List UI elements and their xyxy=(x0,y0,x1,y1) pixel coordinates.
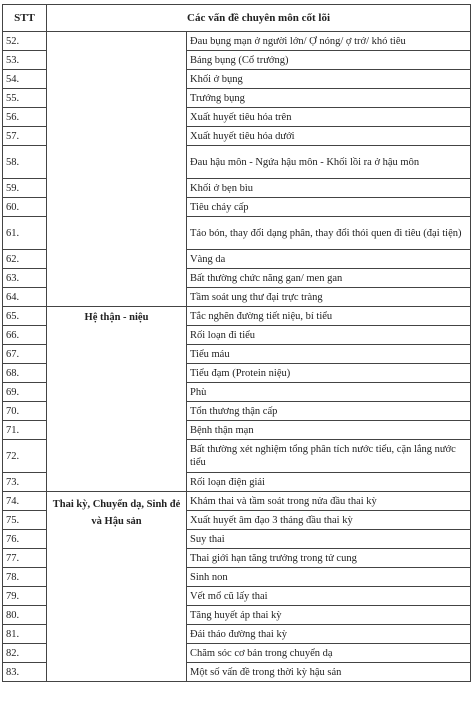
row-topic: Khối ở bụng xyxy=(187,70,471,89)
core-topics-table xyxy=(2,4,471,682)
row-topic: Đau hậu môn - Ngứa hậu môn - Khối lồi ra ở hậu môn xyxy=(187,146,471,179)
row-number: 68. xyxy=(3,364,47,383)
header-topic: Các vấn đề chuyên môn cốt lõi xyxy=(47,5,471,32)
group-cell-digestive xyxy=(47,32,187,307)
row-topic: Xuất huyết tiêu hóa dưới xyxy=(187,127,471,146)
row-topic: Xuất huyết tiêu hóa trên xyxy=(187,108,471,127)
table-row xyxy=(3,492,471,511)
row-number: 81. xyxy=(3,625,47,644)
row-topic: Bất thường chức năng gan/ men gan xyxy=(187,269,471,288)
row-number: 74. xyxy=(3,492,47,511)
row-topic: Thai giới hạn tăng trưởng trong tử cung xyxy=(187,549,471,568)
row-number: 56. xyxy=(3,108,47,127)
row-topic: Bệnh thận mạn xyxy=(187,421,471,440)
row-topic: Vàng da xyxy=(187,250,471,269)
row-topic: Vết mổ cũ lấy thai xyxy=(187,587,471,606)
row-topic: Đau bụng mạn ở người lớn/ Ợ nóng/ ợ trớ/ khó tiêu xyxy=(187,32,471,51)
row-number: 73. xyxy=(3,473,47,492)
row-number: 58. xyxy=(3,146,47,179)
row-topic: Đái tháo đường thai kỳ xyxy=(187,625,471,644)
row-number: 53. xyxy=(3,51,47,70)
row-number: 69. xyxy=(3,383,47,402)
row-topic: Phù xyxy=(187,383,471,402)
row-number: 75. xyxy=(3,511,47,530)
row-topic: Tầm soát ung thư đại trực tràng xyxy=(187,288,471,307)
header-stt: STT xyxy=(3,5,47,32)
row-number: 62. xyxy=(3,250,47,269)
row-topic: Rối loạn đi tiểu xyxy=(187,326,471,345)
row-number: 65. xyxy=(3,307,47,326)
row-topic: Tiểu đạm (Protein niệu) xyxy=(187,364,471,383)
row-number: 72. xyxy=(3,440,47,473)
row-number: 70. xyxy=(3,402,47,421)
row-topic: Tổn thương thận cấp xyxy=(187,402,471,421)
row-topic: Tăng huyết áp thai kỳ xyxy=(187,606,471,625)
table-row xyxy=(3,32,471,51)
row-number: 80. xyxy=(3,606,47,625)
row-topic: Trướng bụng xyxy=(187,89,471,108)
row-topic: Chăm sóc cơ bản trong chuyển dạ xyxy=(187,644,471,663)
row-number: 57. xyxy=(3,127,47,146)
row-number: 67. xyxy=(3,345,47,364)
row-topic: Tắc nghẽn đường tiết niệu, bí tiểu xyxy=(187,307,471,326)
row-number: 63. xyxy=(3,269,47,288)
table-row xyxy=(3,307,471,326)
row-number: 71. xyxy=(3,421,47,440)
row-number: 55. xyxy=(3,89,47,108)
row-number: 60. xyxy=(3,198,47,217)
group-cell-kidney: Hệ thận - niệu xyxy=(47,307,187,492)
row-number: 83. xyxy=(3,663,47,682)
row-topic: Một số vấn đề trong thời kỳ hậu sản xyxy=(187,663,471,682)
row-topic: Khối ở bẹn bìu xyxy=(187,179,471,198)
row-number: 78. xyxy=(3,568,47,587)
row-topic: Tiêu chảy cấp xyxy=(187,198,471,217)
row-number: 76. xyxy=(3,530,47,549)
row-number: 61. xyxy=(3,217,47,250)
row-topic: Táo bón, thay đổi dạng phân, thay đổi thói quen đi tiêu (đại tiện) xyxy=(187,217,471,250)
row-number: 52. xyxy=(3,32,47,51)
row-topic: Tiểu máu xyxy=(187,345,471,364)
row-topic: Bất thường xét nghiệm tổng phân tích nước tiểu, cặn lắng nước tiểu xyxy=(187,440,471,473)
row-topic: Xuất huyết âm đạo 3 tháng đầu thai kỳ xyxy=(187,511,471,530)
row-topic: Báng bụng (Cổ trướng) xyxy=(187,51,471,70)
row-number: 82. xyxy=(3,644,47,663)
row-number: 59. xyxy=(3,179,47,198)
row-topic: Sinh non xyxy=(187,568,471,587)
header-row xyxy=(3,5,471,32)
row-number: 79. xyxy=(3,587,47,606)
row-number: 64. xyxy=(3,288,47,307)
row-topic: Suy thai xyxy=(187,530,471,549)
row-number: 66. xyxy=(3,326,47,345)
row-number: 54. xyxy=(3,70,47,89)
row-topic: Rối loạn điện giải xyxy=(187,473,471,492)
row-topic: Khám thai và tầm soát trong nửa đầu thai kỳ xyxy=(187,492,471,511)
group-cell-obstetrics: Thai kỳ, Chuyển dạ, Sinh đẻ và Hậu sản xyxy=(47,492,187,682)
row-number: 77. xyxy=(3,549,47,568)
